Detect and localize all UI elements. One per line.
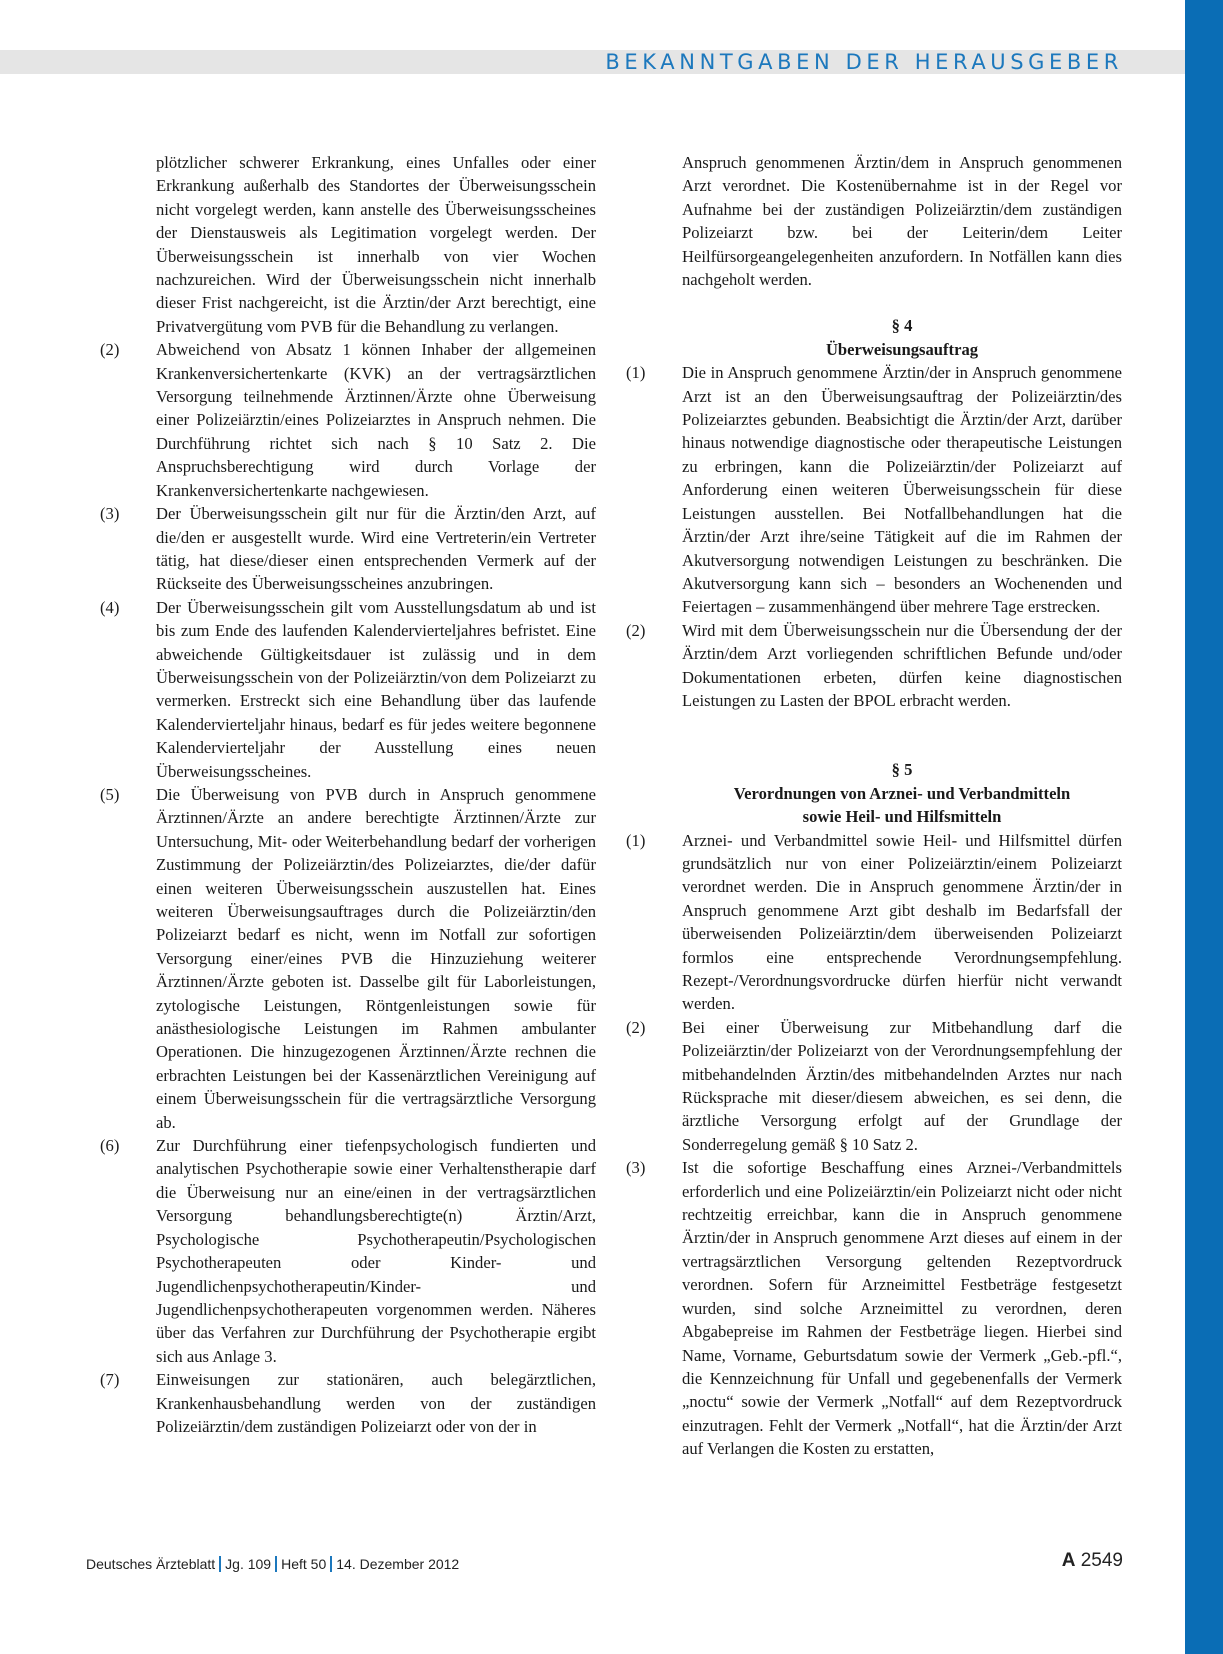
list-item xyxy=(100,783,596,1134)
list-item xyxy=(626,829,1122,1016)
item-text: Wird mit dem Überweisungsschein nur die Übersendung der der Ärztin/dem Arzt vorliegenden schriftlichen Befunde und/oder Dokumentationen erbeten, dürfen keine diagnostischen Leistungen zu Lasten der BPOL erbracht werden. xyxy=(682,620,1122,710)
list-item xyxy=(626,619,1122,713)
page-number-value: 2549 xyxy=(1080,1550,1123,1571)
side-color-bar xyxy=(1185,0,1223,1654)
right-column xyxy=(626,151,1122,1461)
item-number: (3) xyxy=(100,504,120,524)
journal-volume: Jg. 109 xyxy=(225,1556,272,1572)
footer-separator xyxy=(275,1556,277,1572)
item-text: Die Überweisung von PVB durch in Anspruch genommene Ärztinnen/Ärzte an andere berechtigte Ärztinnen/Ärzte zur Untersuchung, Mit- oder Weiterbehandlung bedarf der vorherigen Zustimmung der Polizeiärztin/des Polizeiarztes, die/der dafür einen weiteren Überweisungsschein auszustellen hat. Eines weiteren Überweisungsauftrages durch die Polizeiärztin/den Polizeiarzt bedarf es nicht, wenn im Notfall zur sofortigen Versorgung einer/eines PVB die Hinzuziehung weiterer Ärztinnen/Ärzte geboten ist. Dasselbe gilt für Laborleistungen, zytologische Leistungen, Röntgenleistungen sowie für anästhesiologische Leistungen im Rahmen ambulanter Operationen. Die hinzugezogenen Ärztinnen/Ärzte rechnen die erbrachten Leistungen bei der Kassenärztlichen Vereinigung auf einem Überweisungsschein für die vertragsärztliche Versorgung ab. xyxy=(156,784,596,1132)
section-number: § 4 xyxy=(891,316,913,336)
section-title: Überweisungsauftrag xyxy=(825,339,979,359)
item-number: (1) xyxy=(626,363,646,383)
item-text: Der Überweisungsschein gilt nur für die Ärztin/den Arzt, auf die/den er ausgestellt wurde. Wird eine Vertreterin/ein Vertreter tätig, hat diese/dieser einen entsprechenden Vermerk auf der Rückseite des Überweisungsscheines anzubringen. xyxy=(156,504,596,594)
item-number: (6) xyxy=(100,1136,120,1156)
item-text: Bei einer Überweisung zur Mitbehandlung darf die Polizeiärztin/der Polizeiarzt von der Verordnungsempfehlung der mitbehandelnden Ärztin/des mitbehandelnden Arztes nur nach Rücksprache mit dieser/diesem abweichen, es sei denn, die ärztliche Versorgung erfolgt auf der Grundlage der Sonderregelung gemäß § 10 Satz 2. xyxy=(682,1017,1122,1154)
journal-date: 14. Dezember 2012 xyxy=(336,1556,460,1572)
item-text: Der Überweisungsschein gilt vom Ausstellungsdatum ab und ist bis zum Ende des laufenden Kalendervierteljahres befristet. Eine abweichende Gültigkeitsdauer ist zulässig und in dem Überweisungsschein von der Polizeiärztin/von dem Polizeiarzt zu vermerken. Erstreckt sich eine Behandlung über das laufende Kalendervierteljahr hinaus, bedarf es für jedes weitere begonnene Kalendervierteljahr der Ausstellung eines neuen Überweisungsscheines. xyxy=(156,597,596,781)
item-number: (5) xyxy=(100,784,120,804)
item-text: Einweisungen zur stationären, auch belegärztlichen, Krankenhausbehandlung werden von der zuständigen Polizeiärztin/dem zuständigen Polizeiarzt oder von der in xyxy=(156,1370,596,1436)
item-text: Die in Anspruch genommene Ärztin/der in Anspruch genommene Arzt ist an den Überweisungsauftrag der Polizeiärztin/des Polizeiarztes gebunden. Beabsichtigt die Ärztin/der Arzt, darüber hinaus notwendige diagnostische oder therapeutische Leistungen zu erbringen, kann die Polizeiärztin/der Polizeiarzt auf Anforderung einen weiteren Überweisungsschein für diese Leistungen ausstellen. Bei Notfallbehandlungen hat die Ärztin/der Arzt ihre/seine Tätigkeit auf die im Rahmen der Akutversorgung notwendigen Leistungen zu beschränken. Die Akutversorgung kann sich – besonders an Wochenenden und Feiertagen – zusammenhängend über mehrere Tage erstrecken. xyxy=(682,363,1122,617)
item-text: Ist die sofortige Beschaffung eines Arznei-/Verbandmittels erforderlich und eine Polizeiärztin/ein Polizeiarzt nicht oder nicht rechtzeitig erreichbar, kann die in Anspruch genommene Ärztin/der in Anspruch genommene Arzt dieses auf einem in der vertragsärztlichen Versorgung geltenden Rezeptvordruck verordnen. Sofern für Arzneimittel Festbeträge festgesetzt wurden, sind solche Arzneimittel zu verordnen, deren Abgabepreise im Rahmen der Festbeträge liegen. Hierbei sind Name, Vorname, Geburtsdatum sowie der Vermerk „Geb.-pfl.“, die Kennzeichnung für Unfall und gegebenenfalls der Vermerk „noctu“ sowie der Vermerk „Notfall“ auf dem Rezeptvordruck einzutragen. Fehlt der Vermerk „Notfall“, hat die Ärztin/der Arzt auf Verlangen die Kosten zu erstatten, xyxy=(682,1158,1122,1459)
page-prefix: A xyxy=(1061,1550,1076,1571)
item-number: (1) xyxy=(626,830,646,850)
list-item xyxy=(626,361,1122,618)
list-item xyxy=(100,1368,596,1438)
item-number: (7) xyxy=(100,1370,120,1390)
left-intro-paragraph: plötzlicher schwerer Erkrankung, eines Unfalles oder einer Erkrankung außerhalb des Standortes der Überweisungsschein nicht vorgelegt werden, kann anstelle des Überweisungsscheines der Dienstausweis als Legitimation vorgelegt werden. Der Überweisungsschein ist innerhalb von vier Wochen nachzureichen. Wird der Überweisungsschein nicht innerhalb dieser Frist nachgereicht, ist die Ärztin/der Arzt berechtigt, eine Privatvergütung vom PVB für die Behandlung zu verlangen. xyxy=(156,153,596,336)
list-item xyxy=(100,502,596,596)
item-number: (4) xyxy=(100,597,120,617)
footer-separator xyxy=(219,1556,221,1572)
item-number: (2) xyxy=(100,340,120,360)
footer-citation xyxy=(86,1556,459,1572)
item-text: Abweichend von Absatz 1 können Inhaber der allgemeinen Krankenversichertenkarte (KVK) an der vertragsärztlichen Versorgung teilnehmende Ärztinnen/Ärzte ohne Überweisung einer Polizeiärztin/eines Polizeiarztes in Anspruch nehmen. Die Durchführung richtet sich nach § 10 Satz 2. Die Anspruchsberechtigung wird durch Vorlage der Krankenversichertenkarte nachgewiesen. xyxy=(156,340,596,500)
footer-separator xyxy=(330,1556,332,1572)
item-text: Zur Durchführung einer tiefenpsychologisch fundierten und analytischen Psychotherapie sowie einer Verhaltenstherapie darf die Überweisung nur an eine/einen in der vertragsärztlichen Versorgung behandlungsberechtigte(n) Ärztin/Arzt, Psychologische Psychotherapeutin/Psychologischen Psychotherapeuten oder Kinder- und Jugendlichenpsychotherapeutin/Kinder- und Jugendlichenpsychotherapeuten vorgenommen werden. Näheres über das Verfahren zur Durchführung der Psychotherapie ergibt sich aus Anlage 3. xyxy=(156,1136,596,1366)
right-intro-paragraph: Anspruch genommenen Ärztin/dem in Anspruch genommenen Arzt verordnet. Die Kostenübernahme ist in der Regel vor Aufnahme bei der zuständigen Polizeiärztin/dem zuständigen Polizeiarzt bzw. bei der Leiterin/dem Leiter Heilfürsorgeangelegenheiten anzufordern. In Notfällen kann dies nachgeholt werden. xyxy=(682,153,1122,290)
section-title-line-2: sowie Heil- und Hilfsmitteln xyxy=(802,807,1002,827)
item-text: Arznei- und Verbandmittel sowie Heil- und Hilfsmittel dürfen grundsätzlich nur von einer Polizeiärztin/einem Polizeiarzt verordnet werden. Die in Anspruch genommene Ärztin/der in Anspruch genommene Arzt gibt deshalb im Bedarfsfall der überweisenden Polizeiärztin/dem überweisenden Polizeiarzt formlos eine entsprechende Verordnungsempfehlung. Rezept-/Verordnungsvordrucke dürfen hierfür nicht verwandt werden. xyxy=(682,830,1122,1014)
list-item xyxy=(626,1016,1122,1156)
item-number: (2) xyxy=(626,1017,646,1037)
page-number xyxy=(1062,1550,1123,1572)
list-item xyxy=(100,1134,596,1368)
item-number: (2) xyxy=(626,620,646,640)
left-column xyxy=(100,151,596,1438)
journal-name: Deutsches Ärzteblatt xyxy=(86,1556,216,1572)
section-title: Verordnungen von Arznei- und Verbandmitteln xyxy=(733,783,1071,803)
list-item xyxy=(100,596,596,783)
section-header-title: BEKANNTGABEN DER HERAUSGEBER xyxy=(605,50,1123,74)
item-number: (3) xyxy=(626,1158,646,1178)
section-number: § 5 xyxy=(891,760,913,780)
list-item xyxy=(100,338,596,502)
journal-issue: Heft 50 xyxy=(281,1556,327,1572)
list-item xyxy=(626,1156,1122,1460)
